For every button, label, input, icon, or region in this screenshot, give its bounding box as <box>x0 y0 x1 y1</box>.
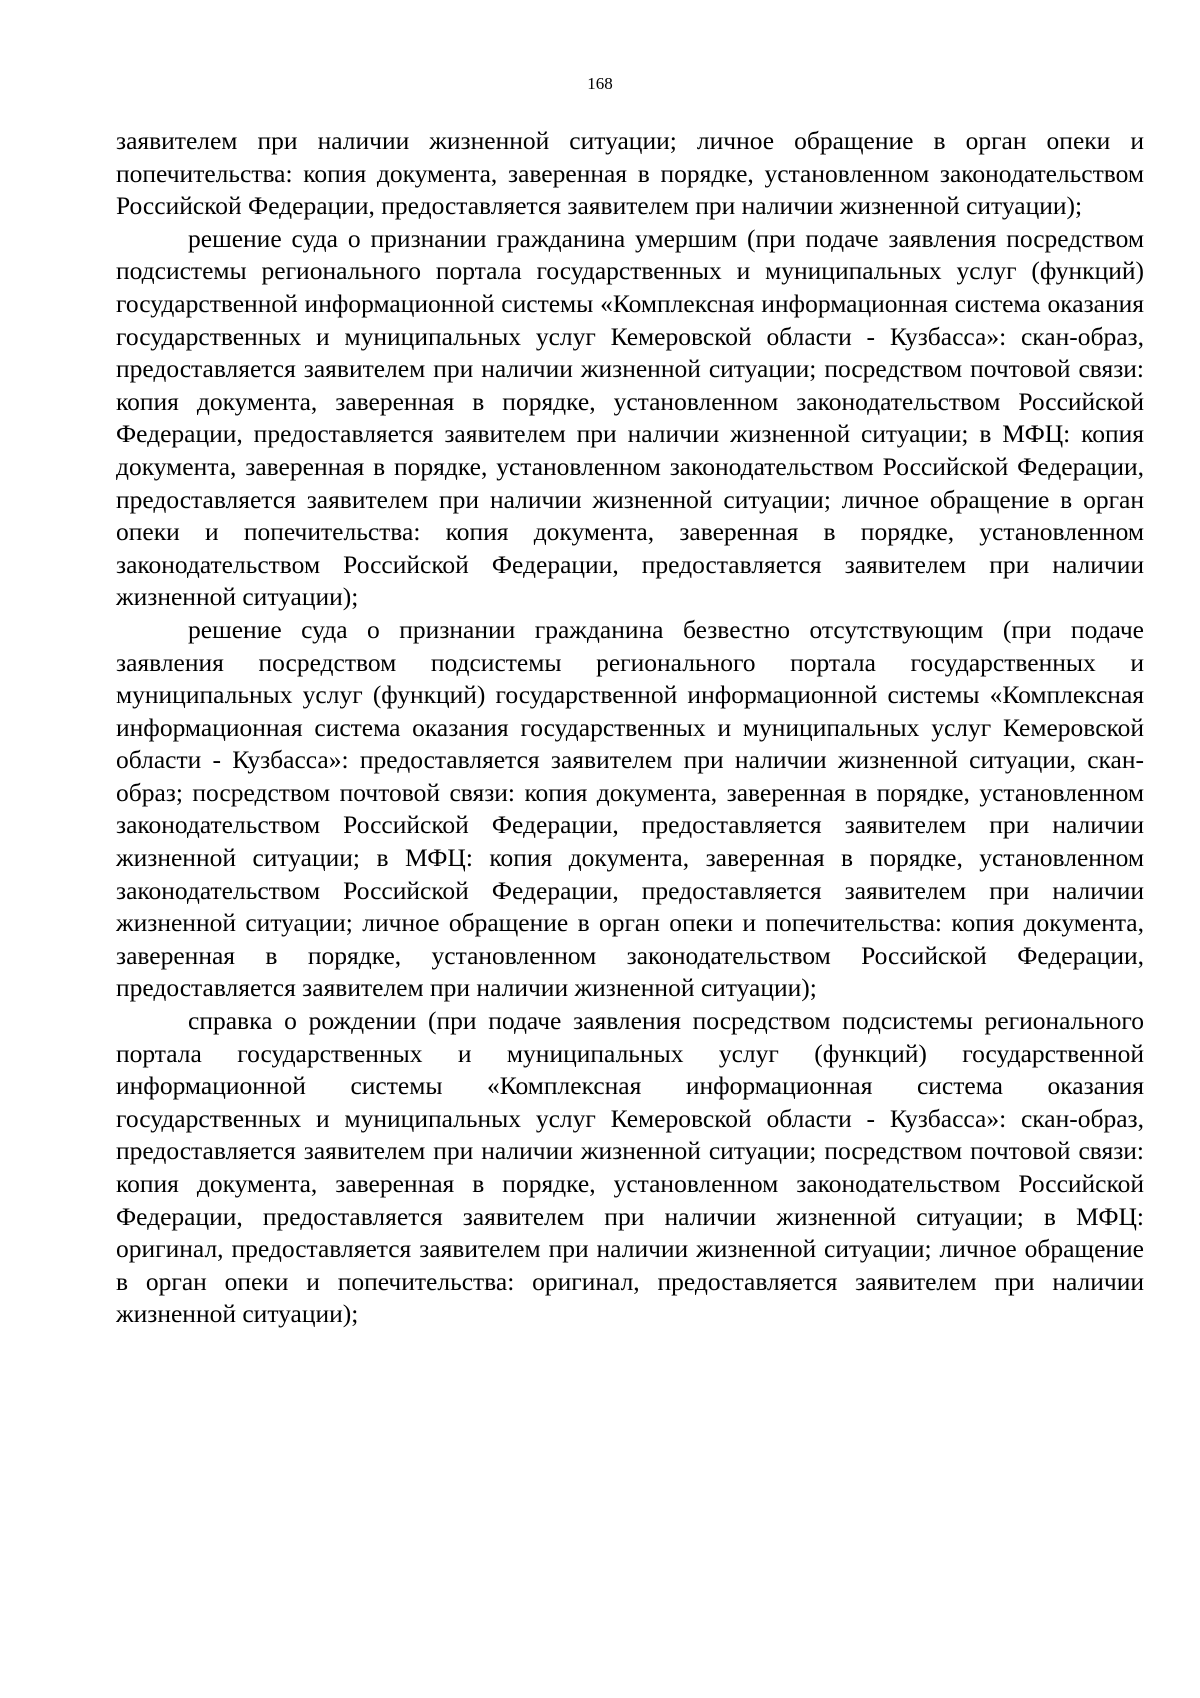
page-number: 168 <box>587 74 613 93</box>
paragraph-missing-court-decision: решение суда о признании гражданина безвестно отсутствующим (при подаче заявления посредством подсистемы регионального портала государственных и муниципальных услуг (функций) государственной информационной системы «Комплексная информационная система оказания государственных и муниципальных услуг Кемеровской области - Кузбасса»: предоставляется заявителем при наличии жизненной ситуации, скан-образ; посредством почтовой связи: копия документа, заверенная в порядке, установленном законодательством Российской Федерации, предоставляется заявителем при наличии жизненной ситуации; в МФЦ: копия документа, заверенная в порядке, установленном законодательством Российской Федерации, предоставляется заявителем при наличии жизненной ситуации; личное обращение в орган опеки и попечительства: копия документа, заверенная в порядке, установленном законодательством Российской Федерации, предоставляется заявителем при наличии жизненной ситуации); <box>116 614 1144 1003</box>
paragraph-birth-certificate: справка о рождении (при подаче заявления посредством подсистемы регионального портала государственных и муниципальных услуг (функций) государственной информационной системы «Комплексная информационная система оказания государственных и муниципальных услуг Кемеровской области - Кузбасса»: скан-образ, предоставляется заявителем при наличии жизненной ситуации; посредством почтовой связи: копия документа, заверенная в порядке, установленном законодательством Российской Федерации, предоставляется заявителем при наличии жизненной ситуации; в МФЦ: оригинал, предоставляется заявителем при наличии жизненной ситуации; личное обращение в орган опеки и попечительства: оригинал, предоставляется заявителем при наличии жизненной ситуации); <box>116 1006 1144 1329</box>
paragraph-death-court-decision: решение суда о признании гражданина умершим (при подаче заявления посредством подсистемы регионального портала государственных и муниципальных услуг (функций) государственной информационной системы «Комплексная информационная система оказания государственных и муниципальных услуг Кемеровской области - Кузбасса»: скан-образ, предоставляется заявителем при наличии жизненной ситуации; посредством почтовой связи: копия документа, заверенная в порядке, установленном законодательством Российской Федерации, предоставляется заявителем при наличии жизненной ситуации; в МФЦ: копия документа, заверенная в порядке, установленном законодательством Российской Федерации, предоставляется заявителем при наличии жизненной ситуации; личное обращение в орган опеки и попечительства: копия документа, заверенная в порядке, установленном законодательством Российской Федерации, предоставляется заявителем при наличии жизненной ситуации); <box>116 223 1144 612</box>
document-body <box>116 125 1144 1331</box>
paragraph-continuation: заявителем при наличии жизненной ситуации; личное обращение в орган опеки и попечительства: копия документа, заверенная в порядке, установленном законодательством Российской Федерации, предоставляется заявителем при наличии жизненной ситуации); <box>116 126 1144 221</box>
